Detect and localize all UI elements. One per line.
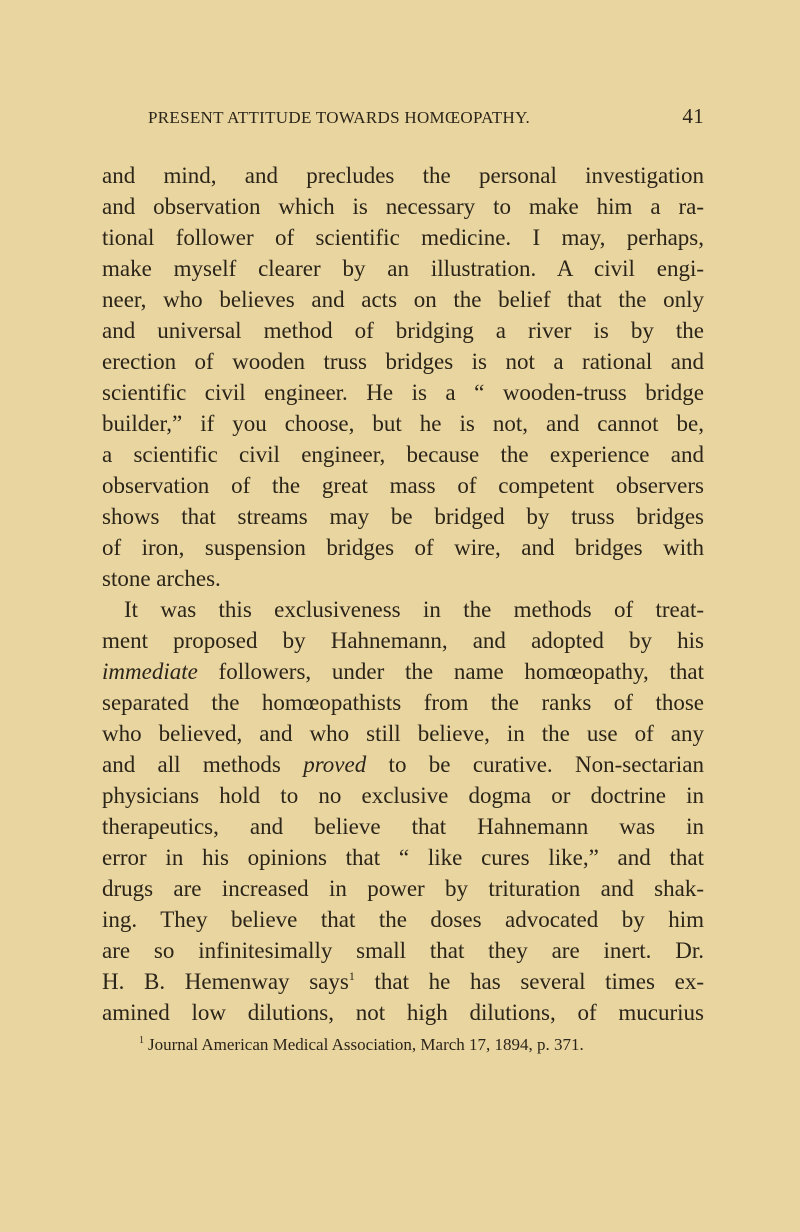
text-line: of iron, suspension bridges of wire, and bridges with [102, 535, 704, 560]
text-line: drugs are increased in power by trituration and shak- [102, 876, 704, 901]
text-line: error in his opinions that “ like cures like,” and that [102, 845, 704, 870]
text-line: stone arches. [102, 566, 221, 591]
text-line: erection of wooden truss bridges is not a rational and [102, 349, 704, 374]
footnote-marker: 1 [139, 1035, 144, 1046]
text-line: ing. They believe that the doses advocated by him [102, 907, 704, 932]
footnote-reference: 1 [348, 969, 355, 983]
running-title: PRESENT ATTITUDE TOWARDS HOMŒOPATHY. [148, 108, 531, 127]
text-line: who believed, and who still believe, in the use of any [102, 721, 704, 746]
text-line [102, 966, 704, 997]
text-line: shows that streams may be bridged by truss bridges [102, 504, 704, 529]
text-line: and mind, and precludes the personal investigation [102, 163, 704, 188]
text-line: physicians hold to no exclusive dogma or doctrine in [102, 783, 704, 808]
text-line [102, 749, 704, 780]
running-header [148, 106, 704, 130]
footnote-text: Journal American Medical Association, March 17, 1894, p. 371. [148, 1035, 584, 1054]
text-span: to be curative. Non-sectarian [366, 752, 704, 777]
text-line [102, 656, 704, 687]
text-line: and universal method of bridging a river is by the [102, 318, 704, 343]
text-line: separated the homœopathists from the ranks of those [102, 690, 704, 715]
footnote [139, 1033, 704, 1057]
text-span: H. B. Hemenway says [102, 969, 349, 994]
italic-text: proved [303, 752, 367, 777]
text-line: amined low dilutions, not high dilutions, of mucurius [102, 1000, 704, 1025]
page-number: 41 [682, 104, 704, 128]
italic-text: immediate [102, 659, 198, 684]
text-line: make myself clearer by an illustration. A civil engi- [102, 256, 704, 281]
text-line: neer, who believes and acts on the belief that the only [102, 287, 704, 312]
body-text [102, 160, 704, 1028]
text-line: builder,” if you choose, but he is not, and cannot be, [102, 411, 704, 436]
text-line: therapeutics, and believe that Hahnemann was in [102, 814, 704, 839]
text-line: tional follower of scientific medicine. I may, perhaps, [102, 225, 704, 250]
text-line: a scientific civil engineer, because the experience and [102, 442, 704, 467]
text-line: ment proposed by Hahnemann, and adopted by his [102, 628, 704, 653]
text-line: are so infinitesimally small that they are inert. Dr. [102, 938, 704, 963]
text-line: scientific civil engineer. He is a “ wooden-truss bridge [102, 380, 704, 405]
text-line: It was this exclusiveness in the methods of treat- [124, 597, 704, 622]
text-span: followers, under the name homœopathy, that [197, 659, 704, 684]
text-span: that he has several times ex- [354, 969, 705, 994]
text-line: observation of the great mass of competent observers [102, 473, 704, 498]
text-span: and all methods [102, 752, 304, 777]
text-line: and observation which is necessary to make him a ra- [102, 194, 704, 219]
